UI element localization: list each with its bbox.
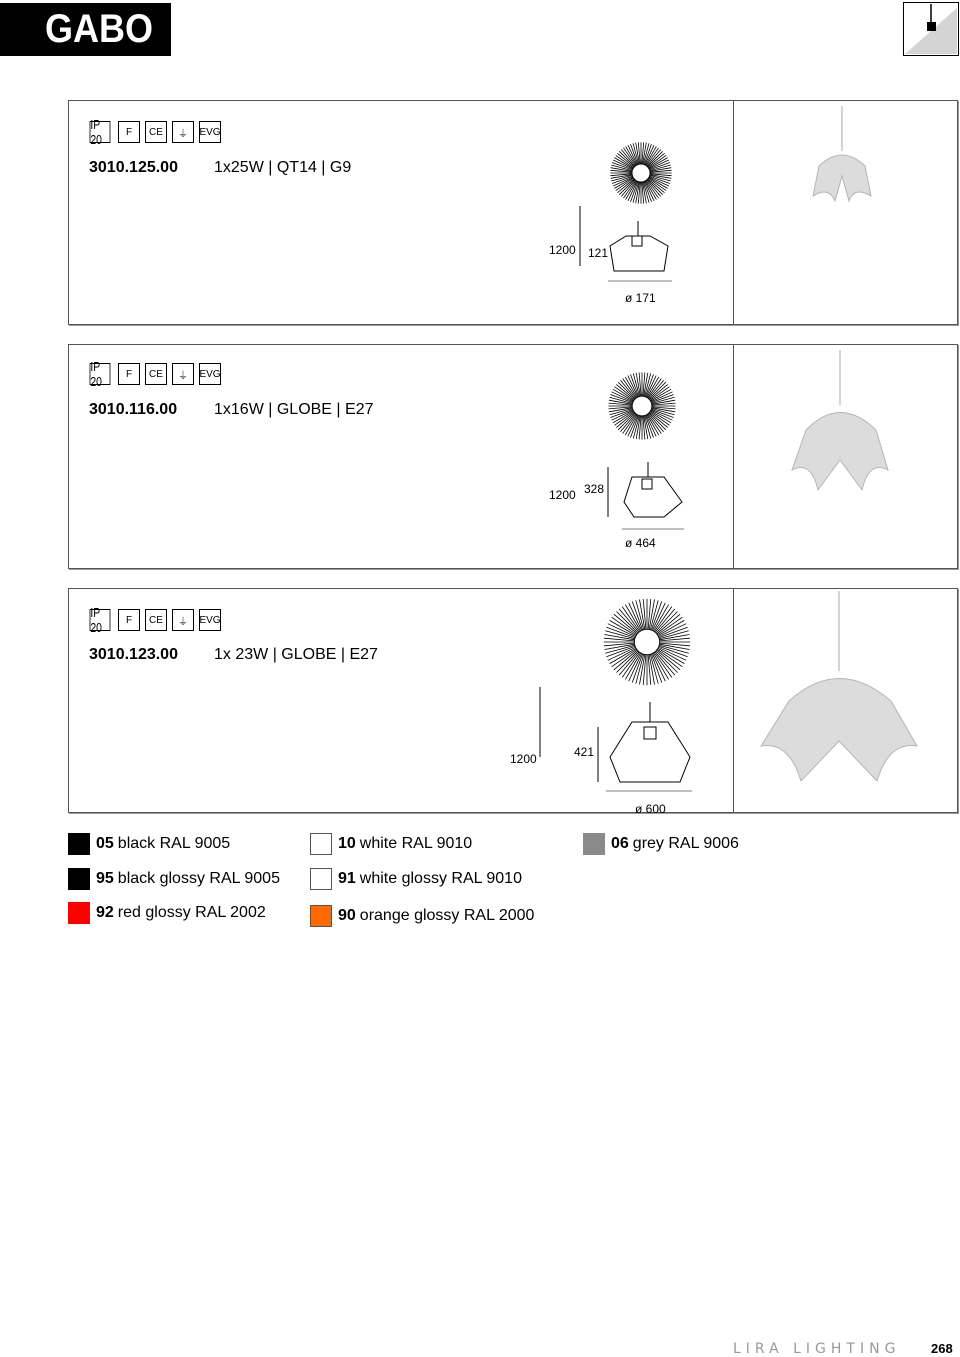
color-option-90	[310, 905, 534, 927]
ground-icon: ⏚	[172, 609, 194, 631]
top-view-drawing	[607, 371, 677, 441]
color-code: 06	[611, 835, 629, 852]
product-spec: 1x25W | QT14 | G9	[214, 159, 352, 176]
color-swatch	[310, 833, 332, 855]
color-option-92	[68, 902, 266, 924]
top-view-drawing	[609, 141, 673, 205]
top-view-drawing	[602, 597, 692, 687]
pendant-mount-icon	[903, 2, 959, 56]
brand-logo: LIRA LIGHTING	[733, 1341, 901, 1357]
evg-icon: EVG	[199, 609, 221, 631]
page-number: 268	[931, 1341, 953, 1356]
side-view-drawing	[574, 457, 694, 537]
certification-badges	[87, 117, 221, 147]
color-code: 90	[338, 907, 356, 924]
color-option-05	[68, 833, 230, 855]
product-spec: 1x16W | GLOBE | E27	[214, 401, 374, 418]
color-code: 92	[96, 904, 114, 921]
product-photo	[799, 106, 879, 216]
color-code: 91	[338, 870, 356, 887]
product-row-3	[68, 588, 958, 816]
row-divider	[733, 101, 734, 324]
ip20-icon: IP 20	[90, 363, 111, 385]
ce-mark-icon: CE	[145, 363, 167, 385]
diameter-dimension: ø 171	[625, 291, 656, 305]
color-code: 05	[96, 835, 114, 852]
ip20-icon: IP 20	[90, 121, 111, 143]
ip20-icon: IP 20	[90, 609, 111, 631]
product-photo	[759, 591, 929, 791]
color-swatch	[583, 833, 605, 855]
color-code: 95	[96, 870, 114, 887]
color-label: orange glossy RAL 2000	[359, 907, 535, 924]
color-swatch	[310, 868, 332, 890]
page-title: GABO	[0, 3, 171, 56]
color-label: white RAL 9010	[359, 835, 473, 852]
product-code: 3010.125.00	[89, 159, 178, 176]
color-swatch	[68, 902, 90, 924]
row-divider	[733, 589, 734, 812]
f-mark-icon: F	[118, 363, 140, 385]
diameter-dimension: ø 464	[625, 536, 656, 550]
color-option-10	[310, 833, 472, 855]
color-label: black glossy RAL 9005	[117, 870, 280, 887]
evg-icon: EVG	[199, 121, 221, 143]
product-spec: 1x 23W | GLOBE | E27	[214, 646, 378, 663]
height-dimension: 121	[588, 246, 609, 260]
color-option-06	[583, 833, 739, 855]
product-code: 3010.123.00	[89, 646, 178, 663]
color-swatch	[68, 833, 90, 855]
cable-length: 1200	[549, 243, 576, 257]
ce-mark-icon: CE	[145, 121, 167, 143]
cable-length: 1200	[549, 488, 576, 502]
color-swatch	[310, 905, 332, 927]
certification-badges	[87, 359, 221, 389]
ground-icon: ⏚	[172, 363, 194, 385]
f-mark-icon: F	[118, 609, 140, 631]
cable-length: 1200	[510, 752, 537, 766]
side-view-drawing	[534, 687, 714, 797]
color-label: white glossy RAL 9010	[359, 870, 522, 887]
row-divider	[733, 345, 734, 568]
color-label: black RAL 9005	[117, 835, 231, 852]
height-dimension: 421	[574, 745, 595, 759]
product-photo	[784, 350, 904, 500]
f-mark-icon: F	[118, 121, 140, 143]
height-dimension: 328	[584, 482, 605, 496]
color-option-95	[68, 868, 280, 890]
color-swatch	[68, 868, 90, 890]
certification-badges	[87, 605, 221, 635]
product-row-1	[68, 100, 958, 325]
diameter-dimension: ø 600	[635, 802, 666, 816]
ground-icon: ⏚	[172, 121, 194, 143]
color-code: 10	[338, 835, 356, 852]
color-label: red glossy RAL 2002	[117, 904, 266, 921]
color-label: grey RAL 9006	[632, 835, 739, 852]
product-row-2	[68, 344, 958, 569]
evg-icon: EVG	[199, 363, 221, 385]
product-code: 3010.116.00	[89, 401, 178, 418]
ce-mark-icon: CE	[145, 609, 167, 631]
color-option-91	[310, 868, 522, 890]
